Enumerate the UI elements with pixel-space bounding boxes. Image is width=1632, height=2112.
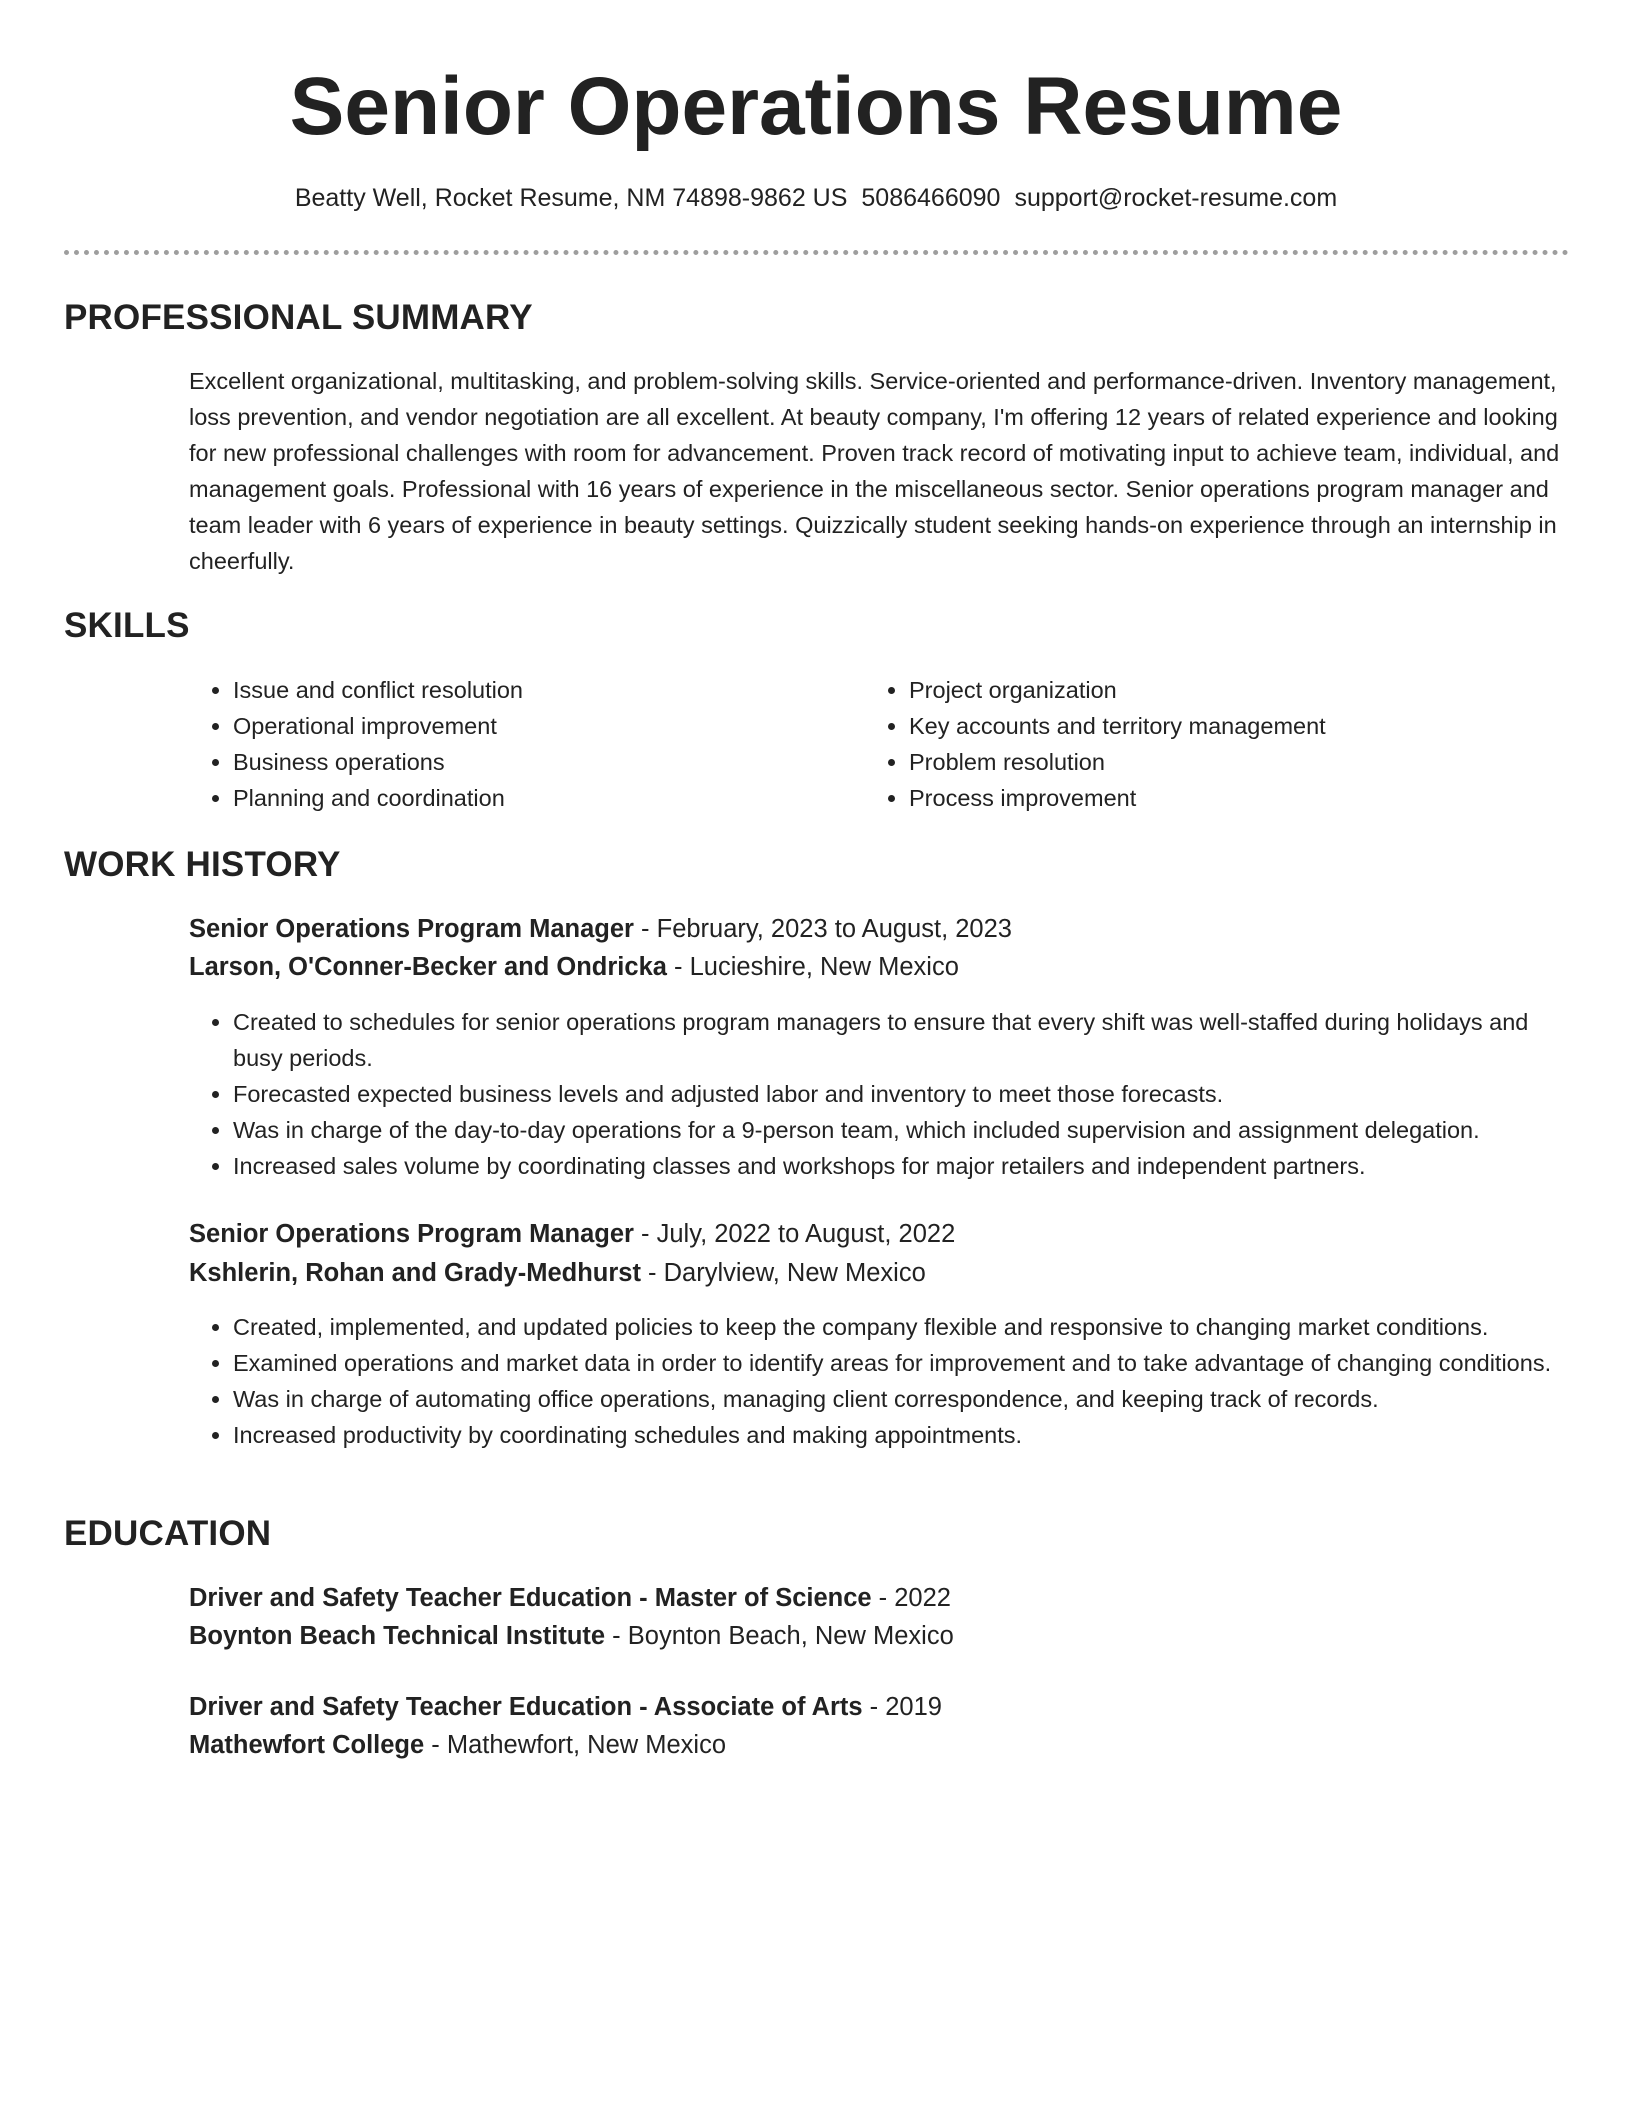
skill-item: • Business operations [233,744,853,780]
skill-item: • Key accounts and territory management [909,708,1569,744]
degree-title: Driver and Safety Teacher Education - Master of Science [189,1584,872,1612]
degree-title: Driver and Safety Teacher Education - Associate of Arts [189,1693,863,1721]
skill-item: • Problem resolution [909,744,1569,780]
job-title: Senior Operations Program Manager [189,915,634,943]
job-bullets [189,1004,1569,1184]
list-item: • Was in charge of the day-to-day operations for a 9-person team, which included supervision and assignment delegation. [233,1112,1569,1148]
skills-list-left [189,672,853,816]
skill-item: • Issue and conflict resolution [233,672,853,708]
list-item: • Created, implemented, and updated policies to keep the company flexible and responsive to changing market conditions. [233,1309,1569,1345]
job-company-line [189,1254,1569,1292]
job-company-line [189,948,1569,986]
job-title-line [189,910,1569,948]
header-divider [64,250,1569,255]
school-line [189,1726,1569,1764]
list-item: • Increased productivity by coordinating schedules and making appointments. [233,1417,1569,1453]
skill-item: • Planning and coordination [233,780,853,816]
job-location: - Lucieshire, New Mexico [666,953,959,981]
contact-phone: 5086466090 [861,184,1001,212]
list-item: • Examined operations and market data in order to identify areas for improvement and to take advantage of changing conditions. [233,1345,1569,1381]
contact-line [0,180,1632,216]
list-item: • Forecasted expected business levels and adjusted labor and inventory to meet those forecasts. [233,1076,1569,1112]
job-dates: - February, 2023 to August, 2023 [633,915,1012,943]
summary-heading: PROFESSIONAL SUMMARY [64,298,533,337]
school-line [189,1617,1569,1655]
work-heading: WORK HISTORY [64,845,341,884]
summary-text: Excellent organizational, multitasking, and problem-solving skills. Service-oriented and performance-driven. Inventory management, loss prevention, and vendor negotiation are all excellent. At beauty company, I'm offering 12 years of related experience and looking for new professional challenges with room for advancement. Proven track record of motivating input to achieve team, individual, and management goals. Professional with 16 years of experience in the miscellaneous sector. Senior operations program manager and team leader with 6 years of experience in beauty settings. Quizzically student seeking hands-on experience through an internship in cheerfully. [189,368,1560,574]
job-dates: - July, 2022 to August, 2022 [633,1220,956,1248]
list-item: • Increased sales volume by coordinating classes and workshops for major retailers and independent partners. [233,1148,1569,1184]
job-title-line [189,1215,1569,1253]
job-company: Kshlerin, Rohan and Grady-Medhurst [189,1259,641,1287]
job-bullets [189,1309,1569,1453]
skill-item: • Operational improvement [233,708,853,744]
degree-year: - 2022 [871,1584,951,1612]
school-location: - Mathewfort, New Mexico [424,1731,727,1759]
education-heading: EDUCATION [64,1514,272,1553]
job-title: Senior Operations Program Manager [189,1220,634,1248]
skill-item: • Process improvement [909,780,1569,816]
list-item: • Created to schedules for senior operations program managers to ensure that every shift was well-staffed during holidays and busy periods. [233,1004,1569,1076]
skills-heading: SKILLS [64,606,190,645]
degree-line [189,1688,1569,1726]
job-company: Larson, O'Conner-Becker and Ondricka [189,953,667,981]
degree-line [189,1579,1569,1617]
school-name: Mathewfort College [189,1731,425,1759]
contact-address: Beatty Well, Rocket Resume, NM 74898-9862 US [294,184,848,212]
school-location: - Boynton Beach, New Mexico [605,1622,954,1650]
list-item: • Was in charge of automating office operations, managing client correspondence, and keeping track of records. [233,1381,1569,1417]
resume-title: Senior Operations Resume [289,61,1343,152]
skills-list-right [865,672,1569,816]
job-location: - Darylview, New Mexico [640,1259,926,1287]
contact-email: support@rocket-resume.com [1014,184,1338,212]
skill-item: • Project organization [909,672,1569,708]
degree-year: - 2019 [862,1693,942,1721]
school-name: Boynton Beach Technical Institute [189,1622,606,1650]
